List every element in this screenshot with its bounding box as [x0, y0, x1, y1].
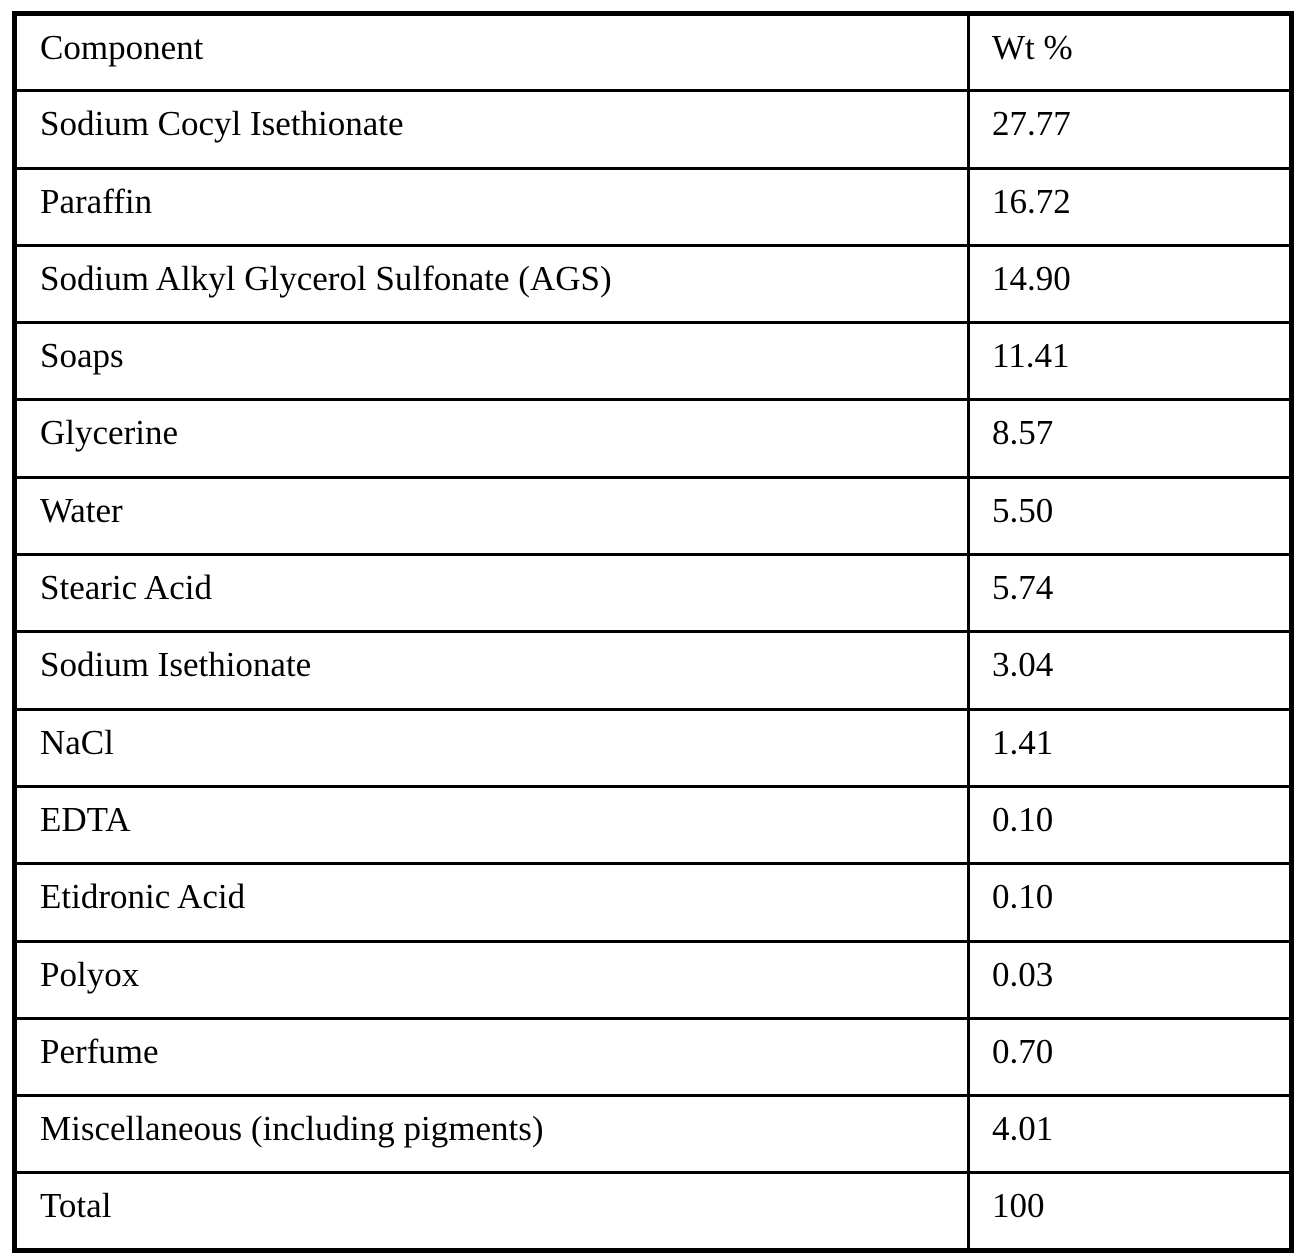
wt-percent-cell: 0.03: [969, 941, 1292, 1018]
table-row: [15, 168, 1292, 245]
wt-percent-cell: 5.50: [969, 477, 1292, 554]
table-row: [15, 786, 1292, 863]
wt-percent-cell: 5.74: [969, 555, 1292, 632]
component-cell: Etidronic Acid: [15, 864, 969, 941]
wt-percent-cell: 14.90: [969, 245, 1292, 322]
table-row: [15, 1173, 1292, 1250]
table-row: [15, 323, 1292, 400]
wt-percent-cell: 16.72: [969, 168, 1292, 245]
component-cell: Total: [15, 1173, 969, 1250]
wt-percent-cell: 0.10: [969, 786, 1292, 863]
table-row: [15, 864, 1292, 941]
component-cell: Sodium Alkyl Glycerol Sulfonate (AGS): [15, 245, 969, 322]
wt-percent-cell: 100: [969, 1173, 1292, 1250]
header-component: Component: [15, 14, 969, 91]
wt-percent-cell: 1.41: [969, 709, 1292, 786]
component-cell: Sodium Cocyl Isethionate: [15, 91, 969, 168]
composition-table: [12, 11, 1294, 1253]
component-cell: Water: [15, 477, 969, 554]
component-cell: NaCl: [15, 709, 969, 786]
component-cell: Paraffin: [15, 168, 969, 245]
component-cell: Polyox: [15, 941, 969, 1018]
component-cell: EDTA: [15, 786, 969, 863]
table-row: [15, 1096, 1292, 1173]
table-row: [15, 632, 1292, 709]
component-cell: Soaps: [15, 323, 969, 400]
wt-percent-cell: 4.01: [969, 1096, 1292, 1173]
table-row: [15, 709, 1292, 786]
wt-percent-cell: 0.70: [969, 1018, 1292, 1095]
wt-percent-cell: 11.41: [969, 323, 1292, 400]
table-row: [15, 477, 1292, 554]
wt-percent-cell: 0.10: [969, 864, 1292, 941]
table-row: [15, 941, 1292, 1018]
wt-percent-cell: 8.57: [969, 400, 1292, 477]
table-row: [15, 1018, 1292, 1095]
table-row: [15, 555, 1292, 632]
header-row: [15, 14, 1292, 91]
wt-percent-cell: 27.77: [969, 91, 1292, 168]
header-wt-percent: Wt %: [969, 14, 1292, 91]
table-row: [15, 245, 1292, 322]
table-row: [15, 400, 1292, 477]
component-cell: Stearic Acid: [15, 555, 969, 632]
wt-percent-cell: 3.04: [969, 632, 1292, 709]
component-cell: Perfume: [15, 1018, 969, 1095]
component-cell: Glycerine: [15, 400, 969, 477]
table-row: [15, 91, 1292, 168]
component-cell: Sodium Isethionate: [15, 632, 969, 709]
component-cell: Miscellaneous (including pigments): [15, 1096, 969, 1173]
